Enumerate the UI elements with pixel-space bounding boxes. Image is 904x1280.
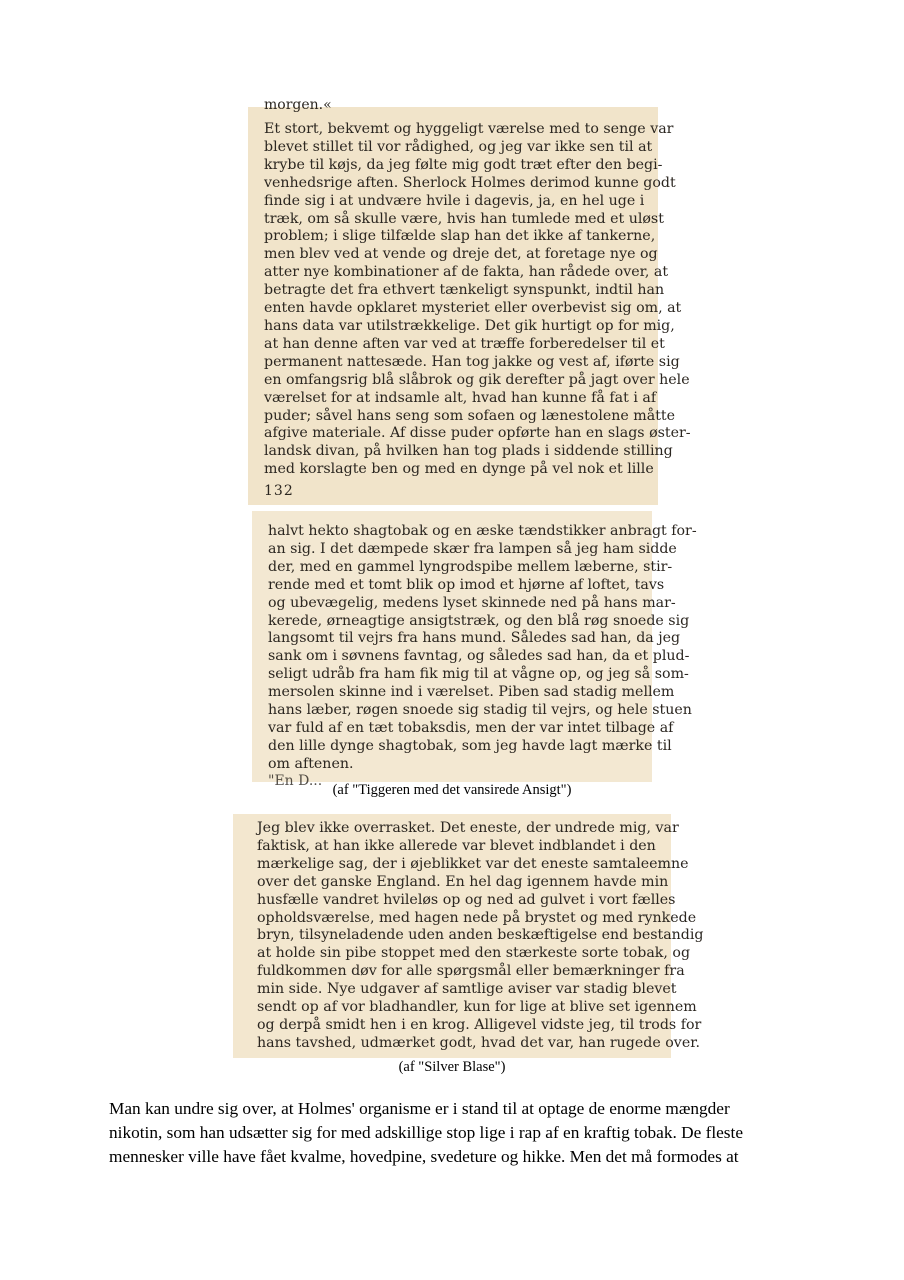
cut-off-text-top: morgen.«	[264, 97, 332, 113]
text-line: en omfangsrig blå slåbrok og gik derefter på jagt over hele	[264, 371, 690, 388]
text-line: puder; såvel hans seng som sofaen og lænestolene måtte	[264, 407, 676, 424]
text-line: opholdsværelse, med hagen nede på brystet og med rynkede	[257, 909, 697, 926]
text-line: men blev ved at vende og dreje det, at foretage nye og	[264, 246, 658, 263]
text-line: fuldkommen døv for alle spørgsmål eller bemærkninger fra	[257, 963, 685, 980]
text-line: problem; i slige tilfælde slap han det ikke af tankerne,	[264, 228, 656, 245]
text-line: Et stort, bekvemt og hyggeligt værelse med to senge var	[264, 121, 674, 137]
text-line: over det ganske England. En hel dag igennem havde min	[257, 873, 669, 890]
text-line: træk, om så skulle være, hvis han tumlede med et uløst	[264, 210, 664, 227]
text-line: at holde sin pibe stoppet med den stærkeste sorte tobak, og	[257, 945, 691, 962]
text-line: langsomt til vejrs fra hans mund. Således sad han, da jeg	[268, 630, 681, 647]
text-line: sank om i søvnens favntag, og således sad han, da et plud-	[268, 648, 690, 665]
excerpt-caption-2: (af "Silver Blase")	[398, 1059, 506, 1075]
text-line: halvt hekto shagtobak og en æske tændstikker anbragt for-	[268, 523, 697, 539]
text-line: hans data var utilstrækkelige. Det gik hurtigt op for mig,	[264, 317, 675, 334]
text-line: seligt udråb fra ham fik mig til at vågne op, og jeg så som-	[268, 666, 689, 683]
text-line: værelset for at indsamle alt, hvad han kunne få fat i af	[264, 389, 657, 406]
book-scan-excerpt-3	[233, 814, 704, 1058]
text-line: faktisk, at han ikke allerede var blevet indblandet i den	[257, 837, 656, 854]
text-line: bryn, tilsyneladende uden anden beskæftigelse end bestandig	[257, 927, 704, 944]
text-line: an sig. I det dæmpede skær fra lampen så jeg ham sidde	[268, 540, 677, 557]
text-line: finde sig i at undvære hvile i dagevis, ja, en hel uge i	[264, 192, 645, 209]
text-line: permanent nattesæde. Han tog jakke og vest af, iførte sig	[264, 353, 680, 370]
text-line: der, med en gammel lyngrodspibe mellem læberne, stir-	[268, 558, 673, 575]
body-paragraph	[109, 1097, 799, 1169]
excerpt-2-text	[268, 523, 697, 774]
paragraph-line: Man kan undre sig over, at Holmes' organisme er i stand til at optage de enorme mængder	[109, 1099, 730, 1118]
text-line: med korslagte ben og med en dynge på vel nok et lille	[264, 461, 654, 478]
text-line: venhedsrige aften. Sherlock Holmes derimod kunne godt	[264, 174, 676, 191]
text-line: sendt op af vor bladhandler, kun for lige at blive set igennem	[257, 999, 697, 1016]
text-line: afgive materiale. Af disse puder opførte han en slags øster-	[264, 425, 691, 442]
text-line: krybe til køjs, da jeg følte mig godt træt efter den begi-	[264, 156, 663, 173]
text-line: om aftenen.	[268, 755, 354, 772]
text-line: betragte det fra ethvert tænkeligt synspunkt, indtil han	[264, 282, 665, 299]
book-scan-excerpt-1	[248, 97, 691, 505]
text-line: hans læber, røgen snoede sig stadig til vejrs, og hele stuen	[268, 702, 692, 719]
paragraph-line: nikotin, som han udsætter sig for med adskillige stop lige i rap af en kraftig tobak. De fleste	[109, 1123, 743, 1142]
text-line: min side. Nye udgaver af samtlige aviser var stadig blevet	[257, 981, 677, 998]
page-number: 132	[264, 483, 294, 500]
text-line: var fuld af en tæt tobaksdis, men der var intet tilbage af	[268, 719, 674, 736]
cut-off-text-bottom: "En D...	[268, 773, 323, 790]
excerpt-1-text	[264, 121, 691, 479]
excerpt-3-text	[257, 820, 704, 1053]
paragraph-line: mennesker ville have fået kvalme, hovedpine, svedeture og hikke. Men det må formodes at	[109, 1147, 739, 1166]
excerpt-caption-1: (af "Tiggeren med det vansirede Ansigt")	[332, 782, 572, 798]
text-line: og derpå smidt hen i en krog. Alligevel vidste jeg, til trods for	[257, 1016, 702, 1033]
text-line: rende med et tomt blik op imod et hjørne af loftet, tavs	[268, 576, 665, 593]
text-line: at han denne aften var ved at træffe forberedelser til et	[264, 335, 665, 352]
text-line: og ubevægelig, medens lyset skinnede ned på hans mar-	[268, 594, 676, 611]
text-line: blevet stillet til vor rådighed, og jeg var ikke sen til at	[264, 138, 653, 155]
text-line: den lille dynge shagtobak, som jeg havde lagt mærke til	[268, 737, 672, 754]
text-line: husfælle vandret hvileløs op og ned ad gulvet i vort fælles	[257, 891, 676, 908]
text-line: mærkelige sag, der i øjeblikket var det eneste samtaleemne	[257, 855, 689, 872]
text-line: landsk divan, på hvilken han tog plads i siddende stilling	[264, 443, 673, 460]
text-line: atter nye kombinationer af de fakta, han rådede over, at	[264, 264, 669, 281]
text-line: enten havde opklaret mysteriet eller overbevist sig om, at	[264, 300, 682, 317]
text-line: mersolen skinne ind i værelset. Piben sad stadig mellem	[268, 684, 675, 701]
text-line: hans tavshed, udmærket godt, hvad det var, han rugede over.	[257, 1034, 700, 1051]
text-line: Jeg blev ikke overrasket. Det eneste, der undrede mig, var	[257, 820, 679, 836]
text-line: kerede, ørneagtige ansigtstræk, og den blå røg snoede sig	[268, 612, 690, 629]
